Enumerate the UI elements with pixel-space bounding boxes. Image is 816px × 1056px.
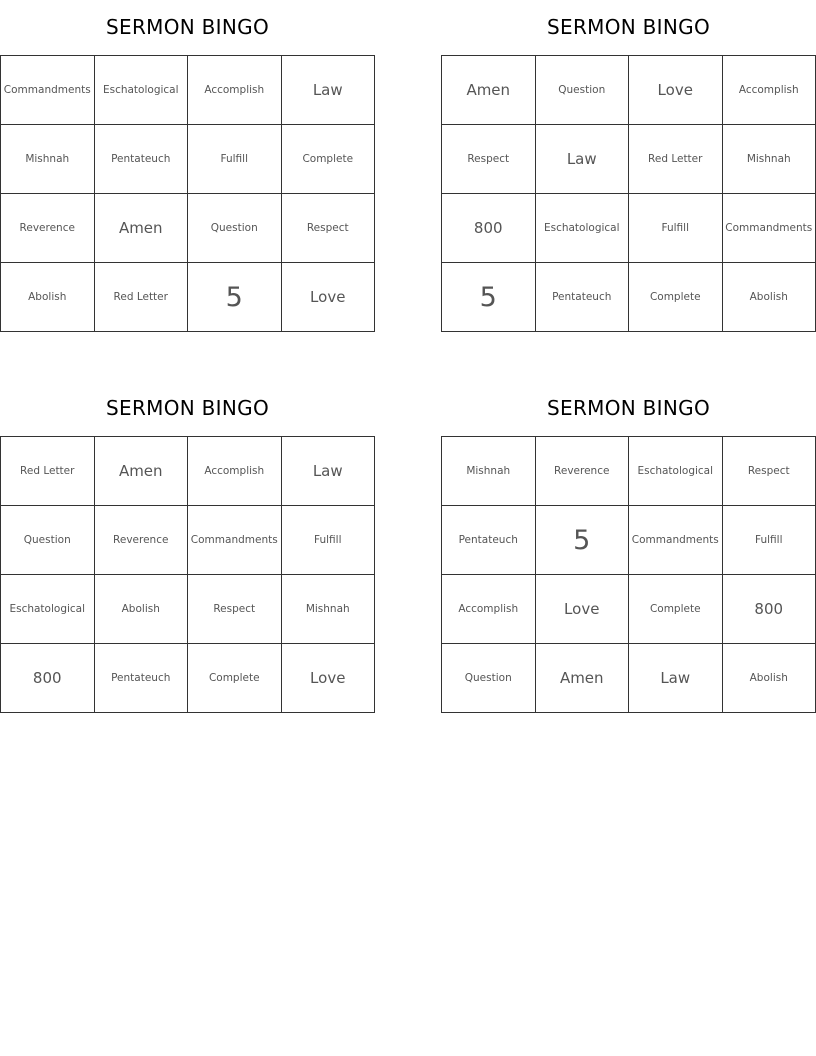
- bingo-cell: Amen: [94, 194, 188, 263]
- bingo-cell: Question: [1, 506, 95, 575]
- bingo-cell: Fulfill: [188, 125, 282, 194]
- grid-row: [442, 263, 816, 332]
- grid-row: [1, 194, 375, 263]
- bingo-cell: Commandments: [722, 194, 816, 263]
- bingo-cell: Fulfill: [281, 506, 375, 575]
- card-title: SERMON BINGO: [106, 396, 269, 420]
- bingo-grid: [0, 436, 375, 713]
- card-title: SERMON BINGO: [106, 15, 269, 39]
- bingo-cell: Question: [442, 644, 536, 713]
- bingo-grid: [441, 55, 816, 332]
- bingo-cell: 5: [442, 263, 536, 332]
- bingo-cell: 800: [442, 194, 536, 263]
- bingo-cell: Eschatological: [94, 56, 188, 125]
- bingo-cell: Fulfill: [629, 194, 723, 263]
- bingo-cell: Respect: [188, 575, 282, 644]
- bingo-cell: Love: [281, 263, 375, 332]
- bingo-cell: Reverence: [94, 506, 188, 575]
- bingo-cell: Respect: [442, 125, 536, 194]
- bingo-cell: Mishnah: [722, 125, 816, 194]
- bingo-cell: Commandments: [629, 506, 723, 575]
- bingo-cell: Law: [281, 56, 375, 125]
- bingo-cell: Eschatological: [535, 194, 629, 263]
- bingo-cell: Complete: [281, 125, 375, 194]
- grid-row: [1, 125, 375, 194]
- bingo-cell: Respect: [722, 437, 816, 506]
- bingo-cell: Mishnah: [1, 125, 95, 194]
- bingo-grid: [441, 436, 816, 713]
- bingo-cell: Respect: [281, 194, 375, 263]
- bingo-cell: Complete: [629, 263, 723, 332]
- grid-row: [442, 506, 816, 575]
- bingo-cell: 800: [1, 644, 95, 713]
- bingo-cell: Law: [281, 437, 375, 506]
- bingo-cell: Commandments: [188, 506, 282, 575]
- bingo-cell: Pentateuch: [535, 263, 629, 332]
- bingo-cell: Fulfill: [722, 506, 816, 575]
- grid-row: [1, 263, 375, 332]
- bingo-cell: Complete: [629, 575, 723, 644]
- bingo-cell: Reverence: [535, 437, 629, 506]
- card-title: SERMON BINGO: [547, 15, 710, 39]
- grid-row: [1, 437, 375, 506]
- grid-row: [442, 125, 816, 194]
- grid-row: [1, 575, 375, 644]
- bingo-cell: Love: [629, 56, 723, 125]
- bingo-cell: Law: [535, 125, 629, 194]
- bingo-cell: Red Letter: [1, 437, 95, 506]
- bingo-cell: Question: [188, 194, 282, 263]
- bingo-cell: Amen: [535, 644, 629, 713]
- bingo-cell: Red Letter: [94, 263, 188, 332]
- bingo-cell: Abolish: [722, 263, 816, 332]
- bingo-cell: Love: [281, 644, 375, 713]
- bingo-cell: Love: [535, 575, 629, 644]
- grid-row: [442, 194, 816, 263]
- grid-row: [1, 644, 375, 713]
- bingo-cell: Amen: [442, 56, 536, 125]
- grid-row: [1, 506, 375, 575]
- bingo-cell: Pentateuch: [94, 644, 188, 713]
- bingo-cell: Amen: [94, 437, 188, 506]
- bingo-cell: Reverence: [1, 194, 95, 263]
- bingo-cell: Question: [535, 56, 629, 125]
- bingo-cell: Commandments: [1, 56, 95, 125]
- bingo-cell: 5: [188, 263, 282, 332]
- bingo-cell: Eschatological: [629, 437, 723, 506]
- bingo-cell: Eschatological: [1, 575, 95, 644]
- grid-row: [442, 437, 816, 506]
- bingo-cell: Abolish: [722, 644, 816, 713]
- bingo-cell: Pentateuch: [94, 125, 188, 194]
- card-title: SERMON BINGO: [547, 396, 710, 420]
- bingo-cell: Mishnah: [442, 437, 536, 506]
- bingo-cell: Accomplish: [442, 575, 536, 644]
- grid-row: [1, 56, 375, 125]
- bingo-cell: 5: [535, 506, 629, 575]
- bingo-cell: Law: [629, 644, 723, 713]
- grid-row: [442, 644, 816, 713]
- bingo-cell: Accomplish: [722, 56, 816, 125]
- grid-row: [442, 575, 816, 644]
- bingo-cell: Accomplish: [188, 437, 282, 506]
- bingo-cell: Accomplish: [188, 56, 282, 125]
- bingo-cell: 800: [722, 575, 816, 644]
- bingo-cell: Complete: [188, 644, 282, 713]
- bingo-cell: Abolish: [1, 263, 95, 332]
- bingo-cell: Pentateuch: [442, 506, 536, 575]
- bingo-cell: Abolish: [94, 575, 188, 644]
- bingo-grid: [0, 55, 375, 332]
- bingo-cell: Mishnah: [281, 575, 375, 644]
- bingo-cell: Red Letter: [629, 125, 723, 194]
- grid-row: [442, 56, 816, 125]
